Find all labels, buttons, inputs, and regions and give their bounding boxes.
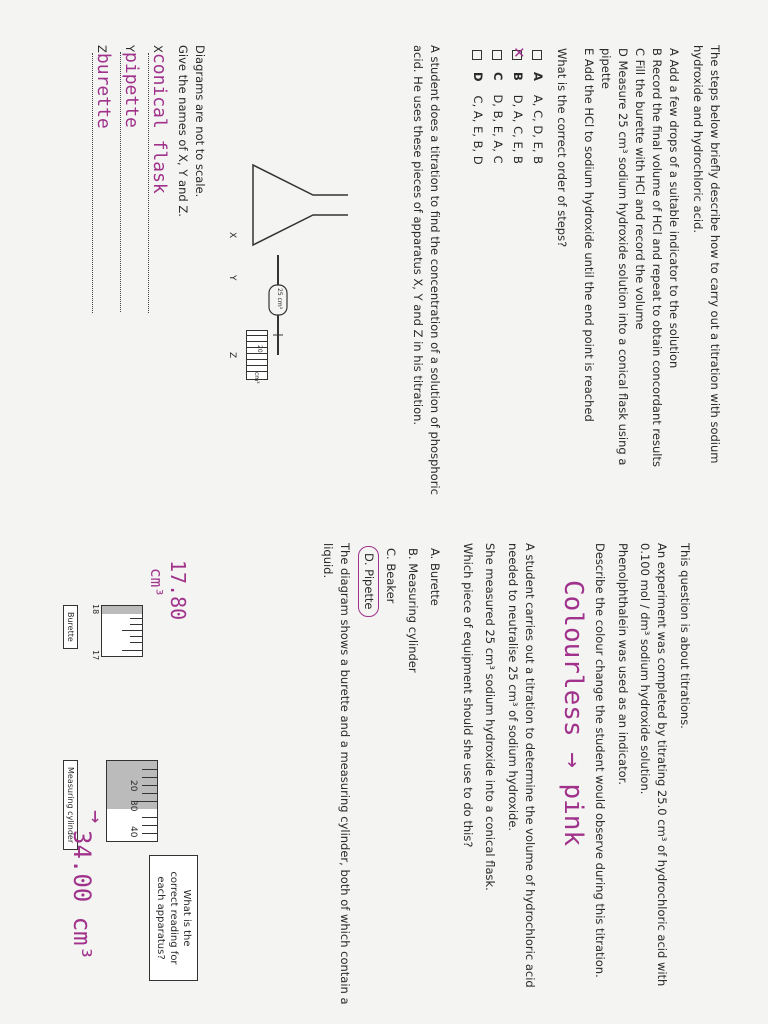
q3-line-3: Phenolphthalein was used as an indicator. [616,543,630,785]
q2-line-2: acid. He uses these pieces of apparatus X, Y and Z in his titration. [411,45,425,426]
q4-line-2: needed to neutralise 25 cm³ of sodium hydroxide. [506,543,520,832]
checkbox-a[interactable] [533,50,543,60]
checkbox-b[interactable] [509,47,531,60]
q1-option-b[interactable]: ✕ BD, A, C, E, B [509,47,531,164]
q2-instruction: Give the names of X, Y and Z. [176,45,190,217]
answer-y-line[interactable]: Ypipette [120,45,140,325]
q1-step-e: E Add the HCl to sodium hydroxide until the end point is reached [582,48,596,422]
measuring-cylinder-label: Measuring cylinder [63,760,78,850]
checkbox-c[interactable] [493,50,503,60]
q5-line-2: liquid. [321,543,335,579]
q4-question: Which piece of equipment should she use to do this? [461,543,475,848]
selected-cross-mark: ✕ [509,47,531,58]
answer-x: conical flask [149,52,170,194]
q4-option-d-selected[interactable]: D. Pipette [358,546,379,617]
q4-option-c[interactable]: C. Beaker [384,548,398,604]
q4-line-3: She measured 25 cm³ sodium hydroxide into a conical flask. [483,543,497,891]
answer-y: pipette [121,52,142,128]
cylinder-answer: 34.00 cm³ [68,830,96,961]
burette-tick-18: 18 [91,604,100,615]
cylinder-tick-30: 30 [128,800,138,812]
callout-box: What is the correct reading for each apparatus? [149,855,198,981]
q1-step-c: C Fill the burette with HCl and record the volume [633,48,647,330]
label-z: Z [227,352,237,359]
q1-step-b: B Record the final volume of HCl and repeat to obtain concordant results [650,48,664,467]
cylinder-tick-20: 20 [128,780,138,792]
q1-option-a[interactable]: AA, C, D, E, B [529,50,546,164]
conical-flask-diagram [243,160,353,250]
answer-z-line[interactable]: Zburette [92,45,112,325]
burette-unit: cm³ [253,372,260,384]
q3-line-1: An experiment was completed by titrating 25.0 cm³ of hydrochloric acid with [655,543,669,987]
cylinder-arrow: → [83,810,108,824]
answer-x-line[interactable]: Xconical flask [148,45,168,325]
cylinder-tick-40: 40 [128,826,138,838]
q1-intro-line-1: The steps below briefly describe how to carry out a titration with sodium [708,45,722,464]
burette-tick-17: 17 [91,650,100,661]
pipette-volume-label: 25 cm³ [276,288,283,310]
checkbox-d[interactable] [473,50,483,60]
q4-line-1: A student carries out a titration to determine the volume of hydrochloric acid [523,543,537,988]
q1-question: What is the correct order of steps? [555,48,569,248]
q3-line-4: Describe the colour change the student would observe during this titration. [593,543,607,978]
burette-liquid [102,606,142,614]
q1-intro-line-2: hydroxide and hydrochloric acid. [691,45,705,234]
q3-title: This question is about titrations. [678,543,692,729]
q4-option-b[interactable]: B. Measuring cylinder [406,548,420,673]
burette-mark-number: 20 [256,345,263,353]
q1-option-d[interactable]: DC, A, E, B, D [469,50,486,165]
burette-reading-diagram [101,605,143,657]
q1-step-a: A Add a few drops of a suitable indicator to the solution [667,48,681,369]
label-y: Y [227,275,237,281]
q3-line-2: 0.100 mol / dm³ sodium hydroxide solution. [638,543,652,795]
label-x: X [227,232,237,239]
q1-step-d: D Measure 25 cm³ sodium hydroxide solution into a conical flask using a [616,48,630,466]
q4-option-a[interactable]: A. Burette [428,548,442,606]
burette-answer-unit: cm³ [147,568,166,597]
burette-label: Burette [63,605,78,649]
q2-line-1: A student does a titration to find the concentration of a solution of phosphoric [428,45,442,495]
answer-z: burette [93,52,114,129]
burette-answer: 17.80 [166,560,190,621]
q5-line-1: The diagram shows a burette and a measuring cylinder, both of which contain a [338,543,352,1005]
scale-note: Diagrams are not to scale. [193,45,207,198]
q1-option-c[interactable]: CD, B, E, A, C [489,50,506,164]
q1-step-d-cont: pipette [599,48,613,89]
q3-answer: Colourless → pink [558,580,588,847]
